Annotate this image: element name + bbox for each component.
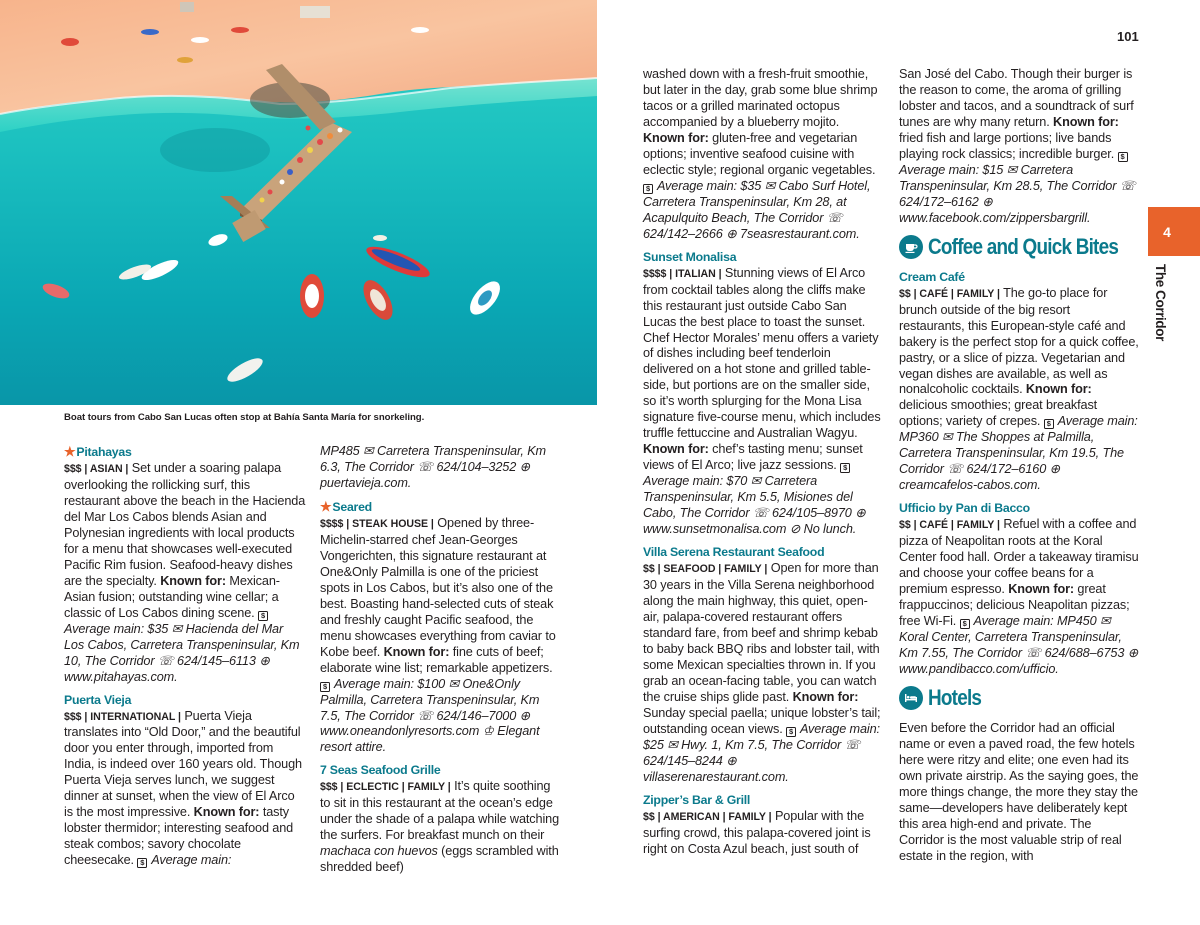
venue-tags: $$$$ | STEAK HOUSE | — [320, 517, 434, 530]
text-column-2 — [320, 444, 562, 883]
dress-code-icon: ♔ — [482, 724, 494, 739]
price-icon: $ — [320, 682, 330, 692]
venue-description: $$$ | ASIAN | Set under a soaring palapa overlooking the rollicking surf, this restaurant above the beach in the Hacienda del Mar Los Cabos blends Asian and Polynesian ingredients with local products for a menu that showcases well-executed Pacific Rim fusion. Seafood-heavy dishes are the specialty. Known for: Mexican-Asian fusion; outstanding wine cellar; a classic of Los Cabos dining scene. $ Average main: $35 ✉ Hacienda del Mar Los Cabos, Carretera Transpeninsular, Km 10, The Corridor ☏ 624/145–6113 ⊕ www.pitahayas.com. — [64, 460, 306, 684]
known-for-label: Known for: — [383, 644, 450, 659]
venue-zippers — [643, 793, 883, 858]
known-for-label: Known for: — [1008, 582, 1074, 597]
venue-tags: $$$$ | ITALIAN | — [643, 267, 722, 280]
venue-description: $$ | CAFÉ | FAMILY | The go-to place for brunch outside of the big resort restaurants, this European-style café and bakery is the perfect stop for a quick coffee, pastry, or a slice of pizza. Vegetarian and vegan dishes are available, as well as nonalcoholic cocktails. Known for: delicious smoothies; great breakfast options; variety of crepes. $ Average main: MP360 ✉ The Shoppes at Palmilla, Carretera Transpeninsular, Km 19.5, The Corridor ☏ 624/172–6160 ⊕ creamcafelos-cabos.com. — [899, 285, 1139, 493]
price-icon: $ — [643, 184, 653, 194]
website-link[interactable]: www.facebook.com/zippersbargrill. — [899, 210, 1091, 225]
venue-name: Sunset Monalisa — [643, 249, 737, 264]
venue-name: ★Pitahayas — [64, 444, 132, 459]
venue-description: $$ | SEAFOOD | FAMILY | Open for more than 30 years in the Villa Serena neighborhood along the main highway, this quiet, open-air, palapa-covered restaurant offers standard fare, from beef and shrimp kebab to baby back BBQ ribs and lobster tail, with some Mexican specialties thrown in. If you grab an ocean-facing table, you can watch the cruise ships glide past. Known for: Sunday special paella; unique lobster’s tail; outstanding ocean views. $ Average main: $25 ✉ Hwy. 1, Km 7.5, The Corridor ☏ 624/145–8244 ⊕ villaserenarestaurant.com. — [643, 561, 881, 784]
price-icon: $ — [840, 463, 850, 473]
price-icon: $ — [137, 858, 147, 868]
price-icon: $ — [786, 727, 796, 737]
venue-pitahayas — [64, 444, 306, 686]
venue-7-seas — [320, 763, 562, 876]
website-link[interactable]: www.oneandonlyresorts.com — [320, 724, 480, 739]
venue-description: San José del Cabo. Though their burger is the reason to come, the aroma of grilling lobster and tacos, and a soundtrack of surf tunes are why many return. Known for: fried fish and large portions; live bands playing rock classics; incredible burger. $ Average main: $15 ✉ Carretera Transpeninsular, Km 28.5, The Corridor ☏ 624/172–6162 ⊕ www.facebook.com/zippersbargrill. — [899, 67, 1136, 225]
venue-name: Villa Serena Restaurant Seafood — [643, 545, 825, 560]
known-for-label: Known for: — [643, 442, 709, 457]
mail-icon: ✉ — [750, 474, 762, 489]
venue-description: $$$$ | ITALIAN | Stunning views of El Arco from cocktail tables along the cliffs make this restaurant just outside Cabo San Lucas the best place to toast the sunset. Chef Hector Morales’ menu offers a variety of dishes including beef tenderloin delivered on a hot stone and grilled table-side, but portions are on the smaller side, so it’s worth splurging for the Mona Lisa signature five-course menu, which includes truffle fettuccine and Australian Wagyu. Known for: chef’s tasting menu; sunset views of El Arco; live jazz sessions. $ Average main: $70 ✉ Carretera Transpeninsular, Km 5.5, Misiones del Cabo, The Corridor ☏ 624/105–8970 ⊕ www.sunsetmonalisa.com ⊘ No lunch. — [643, 265, 881, 537]
price-icon: $ — [1118, 152, 1128, 162]
web-icon: ⊕ — [1127, 645, 1139, 660]
phone-icon: ☏ — [417, 459, 434, 474]
web-icon: ⊕ — [982, 194, 993, 209]
phone-icon: ☏ — [752, 506, 769, 521]
phone-icon: ☏ — [417, 708, 434, 723]
hours-icon: ⊘ — [789, 522, 801, 537]
web-icon: ⊕ — [726, 226, 737, 241]
mail-icon: ✉ — [667, 737, 678, 752]
price-icon: $ — [1044, 419, 1054, 429]
venue-description: washed down with a fresh-fruit smoothie, but later in the day, grab some blue shrimp tacos or a grilled marinated octopus accompanied by a blueberry mojito. Known for: gluten-free and vegetarian options; inventive seafood cuisine with eclectic style; regional organic vegetables. $ Average main: $35 ✉ Cabo Surf Hotel, Carretera Transpeninsular, Km 28, at Acapulquito Beach, The Corridor ☏ 624/142–2666 ⊕ 7seasrestaurant.com. — [643, 67, 878, 241]
price-icon: $ — [258, 611, 268, 621]
chapter-name-vertical — [1153, 262, 1189, 352]
mail-icon: ✉ — [1006, 162, 1018, 177]
phone-icon: ☏ — [826, 210, 843, 225]
venue-cream-cafe — [899, 270, 1139, 495]
venue-name: ★Seared — [320, 498, 372, 514]
coffee-cup-icon — [899, 235, 923, 259]
venue-description: $$$ | ECLECTIC | FAMILY | It’s quite soothing to sit in this restaurant at the ocean’s edge under the shade of a palapa while watching the surfers. For breakfast munch on their machaca con huevos (eggs scrambled with shredded beef) — [320, 779, 560, 875]
section-title: Hotels — [928, 684, 982, 710]
venue-villa-serena — [643, 545, 883, 786]
mail-icon: ✉ — [448, 676, 460, 691]
known-for-label: Known for: — [193, 805, 260, 820]
bed-icon — [899, 686, 923, 710]
website-link[interactable]: www.sunsetmonalisa.com — [643, 522, 787, 537]
venue-puerta-vieja-continued — [320, 444, 562, 492]
phone-icon: ☏ — [1025, 645, 1042, 660]
venue-tags: $$$ | ASIAN | — [64, 462, 129, 475]
known-for-label: Known for: — [1025, 382, 1092, 397]
website-link[interactable]: www.pandibacco.com/ufficio. — [899, 661, 1059, 676]
known-for-label: Known for: — [792, 689, 859, 704]
price-icon: $ — [960, 619, 970, 629]
chapter-name-text: The Corridor — [1153, 264, 1168, 341]
section-title: Coffee and Quick Bites — [928, 233, 1119, 259]
photo-caption: Boat tours from Cabo San Lucas often stop at Bahía Santa María for snorkeling. — [64, 412, 425, 423]
phone-icon: ☏ — [844, 737, 861, 752]
aerial-pier-image — [0, 0, 597, 405]
phone-icon: ☏ — [1119, 178, 1136, 193]
web-icon: ⊕ — [519, 459, 531, 474]
venue-puerta-vieja — [64, 693, 306, 870]
aerial-pier-photo — [0, 0, 597, 405]
venue-tags: $$$ | INTERNATIONAL | — [64, 710, 181, 723]
venue-name: Cream Café — [899, 269, 965, 284]
venue-description: $$$$ | STEAK HOUSE | Opened by three-Michelin-starred chef Jean-Georges Vongerichten, this signature restaurant at One&Only Palmilla is one of the priciest spots in Los Cabos, but it’s also one of the best. Boasting hand-selected cuts of steak and freshly caught Pacific seafood, the menu showcases everything from caviar to Kobe beef. Known for: fine cuts of beef; elaborate wine list; remarkable appetizers. $ Average main: $100 ✉ One&Only Palmilla, Carretera Transpeninsular, Km 7.5, The Corridor ☏ 624/146–7000 ⊕ www.oneandonlyresorts.com ♔ Elegant resort attire. — [320, 515, 556, 755]
chapter-number-tab[interactable]: 4 — [1148, 207, 1200, 256]
mail-icon: ✉ — [764, 178, 776, 193]
venue-description: $$ | AMERICAN | FAMILY | Popular with the surfing crowd, this palapa-covered joint is right on Costa Azul beach, just south of — [643, 808, 871, 856]
known-for-label: Known for: — [643, 130, 709, 145]
phone-icon: ☏ — [157, 653, 174, 668]
page-number: 101 — [1117, 29, 1139, 44]
text-column-4 — [899, 67, 1139, 865]
star-icon: ★ — [320, 498, 332, 514]
website-link[interactable]: puertavieja.com. — [320, 475, 412, 490]
venue-name: 7 Seas Seafood Grille — [320, 763, 441, 778]
venue-sunset-monalisa — [643, 250, 883, 538]
known-for-label: Known for: — [1053, 114, 1119, 129]
venue-tags: $$ | CAFÉ | FAMILY | — [899, 519, 1000, 532]
mail-icon: ✉ — [363, 444, 374, 458]
web-icon: ⊕ — [855, 506, 866, 521]
venue-info: MP485 ✉ Carretera Transpeninsular, Km 6.3, The Corridor ☏ 624/104–3252 ⊕ puertavieja.com. — [320, 444, 546, 490]
venue-7-seas-continued — [643, 67, 883, 243]
hotels-intro-paragraph: Even before the Corridor had an official name or even a paved road, the few hotels here were ritzy and elite; one even had its own private airstrip. As the saying goes, the more things change, the more they stay the same—developers have deliberately kept this area high-end and private. The Corridor is the most valuable strip of real estate in the region, with — [899, 720, 1139, 863]
website-link[interactable]: 7seasrestaurant.com. — [740, 226, 860, 241]
venue-tags: $$$ | ECLECTIC | FAMILY | — [320, 781, 451, 794]
venue-ufficio — [899, 501, 1139, 678]
phone-icon: ☏ — [947, 462, 964, 477]
website-link[interactable]: www.pitahayas.com. — [64, 669, 178, 684]
venue-tags: $$ | SEAFOOD | FAMILY | — [643, 563, 768, 576]
venue-tags: $$ | AMERICAN | FAMILY | — [643, 810, 772, 823]
mail-icon: ✉ — [1099, 614, 1111, 629]
venue-name: Zipper’s Bar & Grill — [643, 792, 751, 807]
venue-seared — [320, 499, 562, 757]
star-icon: ★ — [64, 444, 76, 459]
venue-description: $$ | CAFÉ | FAMILY | Refuel with a coffee and pizza of Neapolitan roots at the Koral Center food hall. Order a takeaway tiramisu and choose your coffee beans for a premium espresso. Known for: great frappuccinos; delicious Neapolitan pizzas; free Wi-Fi. $ Average main: MP450 ✉ Koral Center, Carretera Transpeninsular, Km 7.55, The Corridor ☏ 624/688–6753 ⊕ www.pandibacco.com/ufficio. — [899, 517, 1139, 676]
web-icon: ⊕ — [519, 708, 531, 723]
web-icon: ⊕ — [1049, 462, 1061, 477]
venue-name: Ufficio by Pan di Bacco — [899, 501, 1030, 516]
known-for-label: Known for: — [160, 573, 226, 588]
hotels-section-heading — [899, 685, 1139, 711]
website-link[interactable]: villaserenarestaurant.com. — [643, 769, 789, 784]
venue-zippers-continued — [899, 67, 1139, 227]
mail-icon: ✉ — [171, 621, 183, 636]
coffee-section-heading — [899, 234, 1139, 260]
venue-name: Puerta Vieja — [64, 692, 132, 707]
venue-tags: $$ | CAFÉ | FAMILY | — [899, 287, 1000, 300]
website-link[interactable]: creamcafelos-cabos.com. — [899, 478, 1041, 493]
web-icon: ⊕ — [259, 653, 270, 668]
mail-icon: ✉ — [942, 430, 953, 445]
text-column-1 — [64, 444, 306, 876]
text-column-3 — [643, 67, 883, 865]
venue-description: $$$ | INTERNATIONAL | Puerta Vieja translates into “Old Door,” and the beautiful door you enter through, imported from India, is indeed over 160 years old. Though Puerta Vieja serves lunch, we suggest dinner at sunset, when the view of El Arco is the most impressive. Known for: tasty lobster thermidor; interesting seafood and steak combos; savory chocolate cheesecake. $ Average main: — [64, 708, 302, 868]
web-icon: ⊕ — [726, 753, 737, 768]
